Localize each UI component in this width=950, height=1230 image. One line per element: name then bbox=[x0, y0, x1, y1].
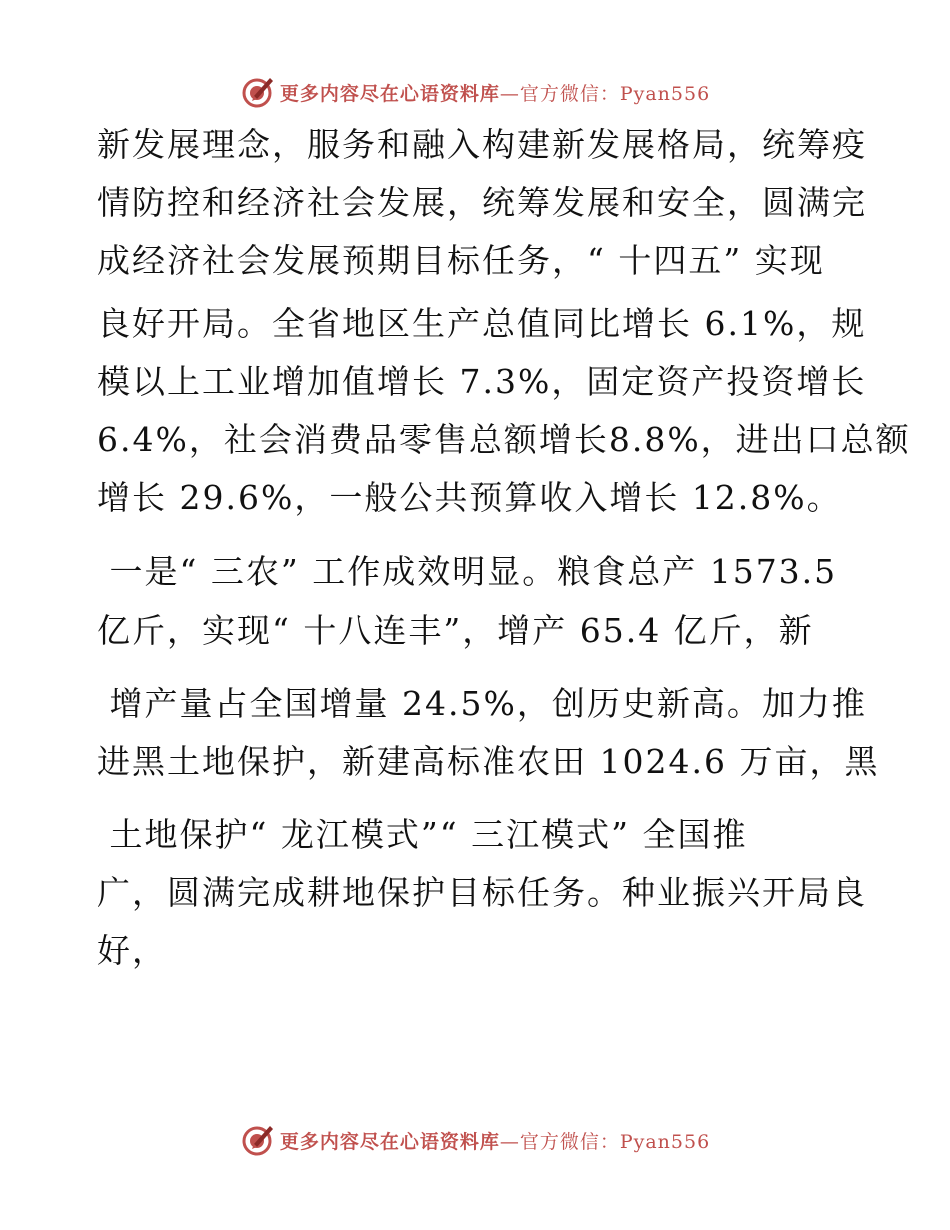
body-line: 土地保护“ 龙江模式”“ 三江模式” 全国推 bbox=[97, 815, 748, 854]
body-line: 增产量占全国增量 24.5%，创历史新高。加力推 bbox=[97, 684, 867, 723]
body-line: 成经济社会发展预期目标任务，“ 十四五” 实现 bbox=[97, 241, 825, 280]
body-line: 良好开局。全省地区生产总值同比增长 6.1%，规 bbox=[97, 304, 867, 343]
body-line: 新发展理念，服务和融入构建新发展格局，统筹疫 bbox=[97, 125, 867, 164]
pen-logo-icon bbox=[240, 74, 276, 110]
header-banner-text bbox=[280, 79, 710, 106]
body-line: 情防控和经济社会发展，统筹发展和安全，圆满完 bbox=[97, 183, 867, 222]
pen-logo-icon bbox=[240, 1122, 276, 1158]
footer-banner-tail: —官方微信：Pyan556 bbox=[499, 1130, 711, 1153]
body-line: 6.4%，社会消费品零售总额增长8.8%，进出口总额 bbox=[97, 420, 911, 459]
body-line: 一是“ 三农” 工作成效明显。粮食总产 1573.5 bbox=[97, 552, 838, 591]
body-line: 好， bbox=[97, 931, 167, 970]
body-line: 广，圆满完成耕地保护目标任务。种业振兴开局良 bbox=[97, 873, 867, 912]
body-line: 增长 29.6%，一般公共预算收入增长 12.8%。 bbox=[97, 478, 842, 517]
footer-banner-text bbox=[280, 1127, 710, 1154]
header-banner-main: 更多内容尽在心语资料库 bbox=[279, 82, 500, 105]
body-line: 进黑土地保护，新建高标准农田 1024.6 万亩，黑 bbox=[97, 742, 880, 781]
body-line: 模以上工业增加值增长 7.3%，固定资产投资增长 bbox=[97, 362, 867, 401]
footer-banner-main: 更多内容尽在心语资料库 bbox=[279, 1130, 500, 1153]
header-banner bbox=[0, 72, 950, 112]
footer-banner bbox=[0, 1120, 950, 1160]
body-line: 亿斤，实现“ 十八连丰”，增产 65.4 亿斤，新 bbox=[97, 611, 814, 650]
header-banner-tail: —官方微信：Pyan556 bbox=[499, 82, 711, 105]
